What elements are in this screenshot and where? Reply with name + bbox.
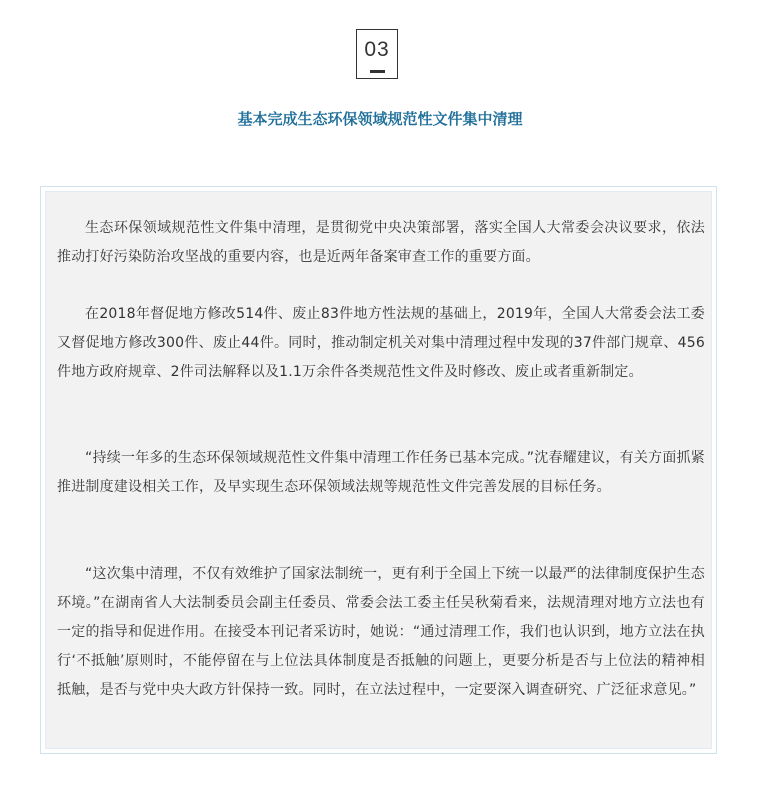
article-content-box bbox=[40, 186, 717, 754]
article-paragraph-1: 生态环保领域规范性文件集中清理，是贯彻党中央决策部署，落实全国人大常委会决议要求，依法推动打好污染防治攻坚战的重要内容，也是近两年备案审查工作的重要方面。 bbox=[57, 220, 705, 265]
article-paragraph-4: “这次集中清理，不仅有效维护了国家法制统一，更有利于全国上下统一以最严的法律制度保护生态环境。”在湖南省人大法制委员会副主任委员、常委会法工委主任吴秋菊看来，法规清理对地方立法也有一定的指导和促进作用。在接受本刊记者采访时，她说：“通过清理工作，我们也认识到，地方立法在执行‘不抵触’原则时，不能停留在与上位法具体制度是否抵触的问题上，更要分析是否与上位法的精神相抵触，是否与党中央大政方针保持一致。同时，在立法过程中，一定要深入调查研究、广泛征求意见。” bbox=[57, 566, 705, 698]
article-content-inner bbox=[45, 191, 712, 749]
section-number-badge bbox=[356, 29, 398, 79]
page-title: 基本完成生态环保领域规范性文件集中清理 bbox=[237, 110, 523, 128]
section-underline bbox=[370, 70, 385, 73]
article-paragraph-2: 在2018年督促地方修改514件、废止83件地方性法规的基础上，2019年，全国人大常委会法工委又督促地方修改300件、废止44件。同时，推动制定机关对集中清理过程中发现的37件部门规章、456件地方政府规章、2件司法解释以及1.1万余件各类规范性文件及时修改、废止或者重新制定。 bbox=[57, 306, 705, 380]
section-number: 03 bbox=[364, 38, 390, 61]
article-paragraph-3: “持续一年多的生态环保领域规范性文件集中清理工作任务已基本完成。”沈春耀建议，有关方面抓紧推进制度建设相关工作，及早实现生态环保领域法规等规范性文件完善发展的目标任务。 bbox=[57, 450, 705, 495]
